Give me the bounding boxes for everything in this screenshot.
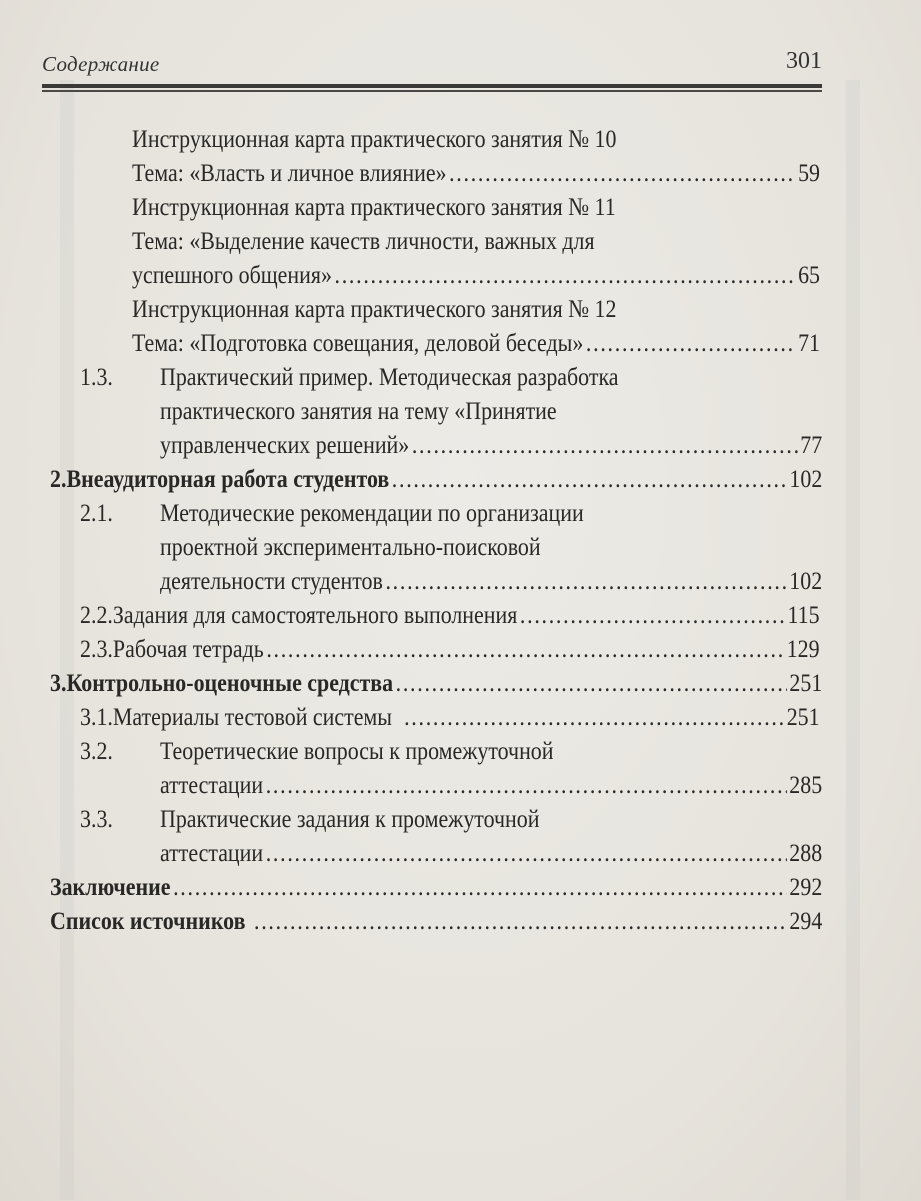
toc-entry-11-line-1[interactable]: аттестации ..... 288 <box>160 836 822 870</box>
toc-entry-10-line-1[interactable]: аттестации ..... 285 <box>160 768 822 802</box>
toc-page-ref: 251 <box>786 702 820 731</box>
toc-page-ref: 294 <box>789 906 823 935</box>
running-header <box>42 46 822 82</box>
dot-leader <box>412 428 798 462</box>
toc-entry-3-line-0: 1.3. Практический пример. Методическая разработка <box>80 360 820 394</box>
toc-page-ref: 65 <box>798 260 820 289</box>
toc-entry-0-line-0: Инструкционная карта практического занятия № 10 <box>132 124 617 153</box>
toc-page-ref: 77 <box>800 430 823 459</box>
dot-leader <box>254 904 787 938</box>
toc-entry-1-line-2[interactable]: успешного общения» ..... 65 <box>132 258 820 292</box>
toc-number: 2.1. <box>80 498 113 527</box>
page-number: 301 <box>786 48 822 74</box>
dot-leader <box>335 258 796 292</box>
dot-leader <box>266 768 787 802</box>
toc-number: 2.3. <box>80 634 113 663</box>
toc-entry-12-conclusion[interactable]: Заключение ..... 292 <box>50 870 822 904</box>
toc-page-ref: 115 <box>787 600 820 629</box>
dot-leader <box>449 156 795 190</box>
toc-entry-7[interactable]: 2.3. Рабочая тетрадь ..... 129 <box>80 632 820 666</box>
toc-number: 3.2. <box>80 736 113 765</box>
toc-entry-6[interactable]: 2.2. Задания для самостоятельного выполнения ..... 115 <box>80 598 820 632</box>
toc-entry-2-line-1[interactable]: Тема: «Подготовка совещания, деловой беседы» ..... 71 <box>132 326 820 360</box>
dot-leader <box>392 462 787 496</box>
dot-leader <box>173 870 787 904</box>
toc-number: 3. <box>50 668 67 697</box>
toc-page-ref: 102 <box>789 464 823 493</box>
toc-entry-5-line-2[interactable]: деятельности студентов ..... 102 <box>160 564 822 598</box>
toc-number: 1.3. <box>80 362 113 391</box>
toc-entry-4-chapter[interactable]: 2. Внеаудиторная работа студентов ..... 102 <box>50 462 822 496</box>
toc-page-ref: 102 <box>789 566 823 595</box>
toc-number: 2.2. <box>80 600 113 629</box>
dot-leader <box>385 564 786 598</box>
dot-leader <box>266 836 787 870</box>
toc-entry-8-chapter[interactable]: 3. Контрольно-оценочные средства ..... 251 <box>50 666 822 700</box>
toc-entry-0-line-1[interactable]: Тема: «Власть и личное влияние» ..... 59 <box>132 156 820 190</box>
toc-page-ref: 288 <box>789 838 823 867</box>
toc-entry-5-line-1: проектной экспериментально-поисковой <box>160 532 541 561</box>
dot-leader <box>404 700 784 734</box>
toc-entry-13-references[interactable]: Список источников ..... 294 <box>50 904 822 938</box>
toc-entry-10-line-0: 3.2. Теоретические вопросы к промежуточной <box>80 734 820 768</box>
toc-entry-5-line-0: 2.1. Методические рекомендации по организации <box>80 496 820 530</box>
toc-entry-1-line-0: Инструкционная карта практического занятия № 11 <box>132 192 616 221</box>
dot-leader <box>520 598 785 632</box>
toc-page-ref: 59 <box>798 158 820 187</box>
toc-entry-3-line-2[interactable]: управленческих решений» ..... 77 <box>160 428 822 462</box>
header-rule-thick <box>42 84 822 88</box>
dot-leader <box>266 632 784 666</box>
header-rule-thin <box>42 90 822 92</box>
toc-page-ref: 129 <box>786 634 820 663</box>
toc-number: 3.1. <box>80 702 113 731</box>
toc-number: 3.3. <box>80 804 113 833</box>
toc-entry-3-line-1: практического занятия на тему «Принятие <box>160 396 557 425</box>
toc-entry-11-line-0: 3.3. Практические задания к промежуточной <box>80 802 820 836</box>
toc-entry-1-line-1: Тема: «Выделение качеств личности, важных для <box>132 226 595 255</box>
toc-page-ref: 251 <box>789 668 823 697</box>
toc-page-ref: 292 <box>789 872 823 901</box>
toc-entry-9[interactable]: 3.1. Материалы тестовой системы ..... 251 <box>80 700 820 734</box>
dot-leader <box>586 326 796 360</box>
toc-page-ref: 71 <box>798 328 820 357</box>
running-title: Содержание <box>42 52 160 76</box>
dot-leader <box>396 666 787 700</box>
toc-page-ref: 285 <box>789 770 823 799</box>
toc-number: 2. <box>50 464 67 493</box>
toc-entry-2-line-0: Инструкционная карта практического занятия № 12 <box>132 294 617 323</box>
